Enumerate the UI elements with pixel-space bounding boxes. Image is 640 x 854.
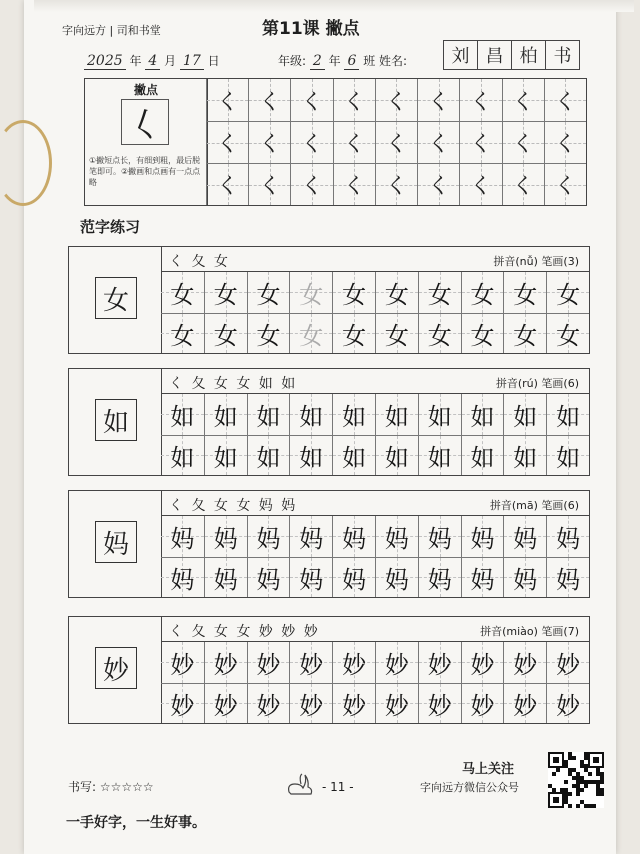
stroke-glyph: く bbox=[216, 89, 239, 115]
grade-row bbox=[278, 52, 407, 69]
practice-cell[interactable] bbox=[332, 642, 375, 683]
stroke-glyph: く bbox=[469, 174, 492, 199]
handwritten-char: 如 bbox=[470, 402, 495, 431]
stroke-practice-cell[interactable] bbox=[290, 79, 332, 121]
stroke-practice-cell[interactable] bbox=[502, 79, 544, 121]
practice-cell[interactable] bbox=[332, 516, 375, 557]
handwritten-char: 女 bbox=[470, 280, 495, 309]
practice-block-miao bbox=[68, 616, 590, 724]
handwritten-char: 女 bbox=[170, 280, 195, 309]
model-char-area bbox=[69, 617, 162, 723]
practice-cell[interactable] bbox=[161, 683, 204, 724]
handwritten-char: 妙 bbox=[213, 691, 238, 720]
practice-cell[interactable] bbox=[503, 516, 546, 557]
practice-grid[interactable] bbox=[161, 271, 589, 353]
practice-cell[interactable] bbox=[461, 272, 504, 313]
stroke-glyph: く bbox=[554, 132, 577, 157]
handwritten-char: 妈 bbox=[170, 524, 195, 553]
practice-cell[interactable] bbox=[332, 435, 375, 476]
stroke-practice-cell[interactable] bbox=[290, 121, 332, 163]
handwritten-char: 妙 bbox=[213, 650, 238, 679]
practice-cell[interactable] bbox=[461, 557, 504, 598]
practice-cell[interactable] bbox=[247, 435, 290, 476]
stroke-glyph: く bbox=[343, 174, 366, 199]
practice-cell[interactable] bbox=[375, 557, 418, 598]
practice-cell[interactable] bbox=[546, 313, 589, 354]
practice-cell[interactable] bbox=[204, 435, 247, 476]
model-char: 妙 bbox=[95, 647, 137, 689]
handwritten-char: 女 bbox=[342, 280, 367, 309]
practice-cell[interactable] bbox=[375, 642, 418, 683]
practice-cell[interactable] bbox=[503, 557, 546, 598]
handwritten-char: 妈 bbox=[256, 524, 281, 553]
class-year-label: 年 bbox=[328, 54, 341, 68]
handwritten-char: 妙 bbox=[384, 691, 409, 720]
handwritten-char: 妈 bbox=[427, 565, 452, 594]
practice-cell[interactable] bbox=[418, 557, 461, 598]
handwritten-char: 女 bbox=[256, 321, 281, 350]
handwritten-char: 女 bbox=[513, 321, 538, 350]
qr-code-icon[interactable] bbox=[548, 752, 604, 808]
handwritten-char: 妙 bbox=[427, 650, 452, 679]
practice-cell[interactable] bbox=[546, 394, 589, 435]
practice-cell[interactable] bbox=[289, 683, 332, 724]
handwritten-char: 女 bbox=[513, 280, 538, 309]
stroke-glyph: く bbox=[469, 89, 492, 115]
practice-cell[interactable] bbox=[247, 394, 290, 435]
handwritten-char: 如 bbox=[342, 402, 367, 431]
handwritten-char: 妈 bbox=[213, 565, 238, 594]
stroke-glyph: く bbox=[512, 89, 535, 115]
practice-cell[interactable] bbox=[461, 394, 504, 435]
practice-cell[interactable] bbox=[161, 313, 204, 354]
handwritten-char: 如 bbox=[427, 443, 452, 472]
stroke-practice-cell[interactable] bbox=[206, 121, 248, 163]
stroke-practice-grid[interactable] bbox=[206, 78, 587, 206]
stroke-glyph: く bbox=[216, 132, 239, 157]
stroke-practice-cell[interactable] bbox=[544, 79, 586, 121]
practice-cell[interactable] bbox=[289, 642, 332, 683]
handwritten-char: 女 bbox=[556, 321, 581, 350]
pinyin-strokes: 拼音(rú) 笔画(6) bbox=[495, 377, 579, 390]
stroke-practice-cell[interactable] bbox=[375, 163, 417, 205]
practice-cell[interactable] bbox=[204, 272, 247, 313]
handwritten-char: 如 bbox=[513, 402, 538, 431]
practice-cell[interactable] bbox=[461, 435, 504, 476]
practice-cell[interactable] bbox=[461, 683, 504, 724]
handwritten-char: 如 bbox=[470, 443, 495, 472]
date-year-label: 年 bbox=[129, 54, 142, 68]
date-row bbox=[84, 52, 220, 69]
practice-cell[interactable] bbox=[204, 313, 247, 354]
stroke-intro-box bbox=[84, 78, 208, 206]
practice-cell[interactable] bbox=[204, 516, 247, 557]
handwritten-char: 妈 bbox=[513, 565, 538, 594]
handwritten-char: 妙 bbox=[170, 650, 195, 679]
name-char[interactable]: 刘 bbox=[443, 40, 478, 70]
handwritten-char: 妈 bbox=[256, 565, 281, 594]
grade-value[interactable]: 2 bbox=[310, 53, 325, 70]
handwritten-char: 妙 bbox=[556, 650, 581, 679]
stroke-glyph: く bbox=[301, 132, 324, 157]
stroke-glyph: く bbox=[385, 132, 408, 157]
practice-cell[interactable] bbox=[546, 642, 589, 683]
practice-cell[interactable] bbox=[418, 313, 461, 354]
handwritten-char: 妈 bbox=[384, 565, 409, 594]
stroke-glyph: く bbox=[258, 89, 281, 115]
stroke-practice-cell[interactable] bbox=[333, 163, 375, 205]
practice-cell[interactable] bbox=[375, 516, 418, 557]
handwritten-char: 如 bbox=[213, 402, 238, 431]
handwritten-char: 女 bbox=[256, 280, 281, 309]
name-char[interactable]: 昌 bbox=[477, 40, 512, 70]
practice-grid[interactable] bbox=[161, 393, 589, 475]
practice-cell[interactable] bbox=[375, 313, 418, 354]
stroke-practice-cell[interactable] bbox=[417, 121, 459, 163]
name-char[interactable]: 书 bbox=[545, 40, 580, 70]
stroke-glyph: く bbox=[301, 174, 324, 199]
practice-cell[interactable] bbox=[332, 313, 375, 354]
handwritten-char: 妙 bbox=[513, 650, 538, 679]
handwritten-char: 女 bbox=[427, 321, 452, 350]
practice-cell[interactable] bbox=[546, 557, 589, 598]
stroke-example: 𡿨 bbox=[121, 99, 169, 145]
pinyin-strokes: 拼音(miào) 笔画(7) bbox=[480, 625, 579, 638]
stroke-glyph: く bbox=[427, 174, 450, 199]
practice-cell[interactable] bbox=[204, 683, 247, 724]
stroke-glyph: く bbox=[343, 89, 366, 115]
page-number: - 11 - bbox=[322, 780, 354, 794]
stroke-practice-cell[interactable] bbox=[544, 121, 586, 163]
practice-cell[interactable] bbox=[461, 642, 504, 683]
stroke-sequence: く 夂 女 bbox=[169, 254, 230, 270]
stroke-practice-cell[interactable] bbox=[375, 79, 417, 121]
handwritten-char: 妈 bbox=[213, 524, 238, 553]
handwritten-char: 妈 bbox=[427, 524, 452, 553]
date-month[interactable]: 4 bbox=[145, 53, 160, 70]
stroke-practice-cell[interactable] bbox=[459, 79, 501, 121]
handwritten-char: 妈 bbox=[299, 565, 324, 594]
writing-rating bbox=[68, 778, 154, 795]
handwritten-char: 女 bbox=[342, 321, 367, 350]
model-char: 妈 bbox=[95, 521, 137, 563]
handwritten-char: 妙 bbox=[342, 650, 367, 679]
handwritten-char: 女 bbox=[427, 280, 452, 309]
practice-cell[interactable] bbox=[247, 272, 290, 313]
pinyin-strokes: 拼音(nǚ) 笔画(3) bbox=[493, 255, 579, 268]
grade-label: 年级: bbox=[278, 54, 307, 68]
model-char-area bbox=[69, 491, 162, 597]
handwritten-char: 妈 bbox=[384, 524, 409, 553]
practice-cell[interactable] bbox=[289, 435, 332, 476]
stroke-glyph: く bbox=[258, 132, 281, 157]
handwritten-char: 如 bbox=[427, 402, 452, 431]
handwritten-char: 如 bbox=[170, 402, 195, 431]
handwritten-char: 如 bbox=[384, 402, 409, 431]
practice-cell[interactable] bbox=[546, 272, 589, 313]
handwritten-char: 如 bbox=[256, 443, 281, 472]
stroke-glyph: く bbox=[385, 89, 408, 115]
handwritten-char: 如 bbox=[256, 402, 281, 431]
practice-cell[interactable] bbox=[503, 272, 546, 313]
handwritten-char: 如 bbox=[556, 443, 581, 472]
practice-cell[interactable] bbox=[332, 394, 375, 435]
stroke-glyph: く bbox=[385, 174, 408, 199]
stroke-practice-cell[interactable] bbox=[417, 79, 459, 121]
worksheet-page bbox=[24, 0, 616, 854]
handwritten-char: 妙 bbox=[384, 650, 409, 679]
model-char-area bbox=[69, 369, 162, 475]
page-top-edge bbox=[34, 0, 634, 12]
handwritten-char: 妙 bbox=[256, 650, 281, 679]
handwritten-char: 女 bbox=[213, 280, 238, 309]
handwritten-char: 妈 bbox=[470, 565, 495, 594]
stroke-glyph: く bbox=[512, 132, 535, 157]
practice-cell[interactable] bbox=[418, 394, 461, 435]
stroke-glyph: く bbox=[512, 174, 535, 199]
stroke-practice-cell[interactable] bbox=[248, 163, 290, 205]
practice-cell[interactable] bbox=[418, 642, 461, 683]
handwritten-char: 妈 bbox=[513, 524, 538, 553]
handwritten-char: 如 bbox=[556, 402, 581, 431]
model-char-area bbox=[69, 247, 162, 353]
handwritten-char: 如 bbox=[299, 402, 324, 431]
model-char: 如 bbox=[95, 399, 137, 441]
practice-cell[interactable] bbox=[546, 516, 589, 557]
student-name-boxes[interactable] bbox=[444, 40, 580, 70]
handwritten-char: 女 bbox=[556, 280, 581, 309]
practice-cell[interactable] bbox=[204, 642, 247, 683]
practice-cell[interactable] bbox=[375, 394, 418, 435]
model-char: 女 bbox=[95, 277, 137, 319]
practice-cell[interactable] bbox=[289, 557, 332, 598]
handwritten-char: 妙 bbox=[256, 691, 281, 720]
stroke-glyph: く bbox=[427, 89, 450, 115]
handwritten-char: 妈 bbox=[342, 565, 367, 594]
follow-title: 马上关注 bbox=[462, 762, 515, 777]
practice-cell[interactable] bbox=[247, 313, 290, 354]
practice-cell[interactable] bbox=[546, 683, 589, 724]
practice-block-ma bbox=[68, 490, 590, 598]
practice-cell[interactable] bbox=[418, 435, 461, 476]
stroke-sequence: く 夂 女 女 妙 妙 妙 bbox=[169, 624, 320, 640]
practice-cell[interactable] bbox=[418, 272, 461, 313]
date-day[interactable]: 17 bbox=[180, 53, 204, 70]
practice-cell[interactable] bbox=[332, 557, 375, 598]
handwritten-char: 妈 bbox=[470, 524, 495, 553]
handwritten-char: 妈 bbox=[556, 565, 581, 594]
handwritten-char: 女 bbox=[299, 321, 324, 350]
handwritten-char: 女 bbox=[170, 321, 195, 350]
pinyin-strokes: 拼音(mā) 笔画(6) bbox=[489, 499, 579, 512]
handwritten-char: 妙 bbox=[299, 691, 324, 720]
class-name-label: 班 姓名: bbox=[363, 54, 408, 68]
practice-block-ru bbox=[68, 368, 590, 476]
stroke-glyph: く bbox=[258, 174, 281, 199]
handwritten-char: 妈 bbox=[556, 524, 581, 553]
practice-cell[interactable] bbox=[289, 313, 332, 354]
writing-label: 书写: bbox=[68, 780, 97, 794]
practice-cell[interactable] bbox=[503, 683, 546, 724]
practice-cell[interactable] bbox=[247, 516, 290, 557]
motto: 一手好字，一生好事。 bbox=[66, 815, 206, 831]
practice-cell[interactable] bbox=[546, 435, 589, 476]
practice-cell[interactable] bbox=[161, 642, 204, 683]
practice-cell[interactable] bbox=[503, 642, 546, 683]
handwritten-char: 如 bbox=[213, 443, 238, 472]
stroke-practice-cell[interactable] bbox=[502, 121, 544, 163]
handwritten-char: 妙 bbox=[470, 691, 495, 720]
rabbit-icon bbox=[283, 772, 317, 798]
stroke-practice-cell[interactable] bbox=[459, 121, 501, 163]
stroke-glyph: く bbox=[216, 174, 239, 199]
stroke-practice-cell[interactable] bbox=[502, 163, 544, 205]
handwritten-char: 妙 bbox=[513, 691, 538, 720]
handwritten-char: 妈 bbox=[170, 565, 195, 594]
binder-ring bbox=[0, 120, 52, 206]
practice-cell[interactable] bbox=[161, 435, 204, 476]
stroke-practice-cell[interactable] bbox=[248, 121, 290, 163]
stroke-practice-cell[interactable] bbox=[375, 121, 417, 163]
practice-cell[interactable] bbox=[161, 394, 204, 435]
stroke-practice-cell[interactable] bbox=[333, 121, 375, 163]
practice-cell[interactable] bbox=[247, 642, 290, 683]
practice-cell[interactable] bbox=[461, 313, 504, 354]
rating-stars[interactable]: ☆☆☆☆☆ bbox=[99, 780, 154, 794]
handwritten-char: 妙 bbox=[170, 691, 195, 720]
stroke-sequence: く 夂 女 女 妈 妈 bbox=[169, 498, 298, 514]
practice-cell[interactable] bbox=[332, 272, 375, 313]
handwritten-char: 妙 bbox=[427, 691, 452, 720]
handwritten-char: 妙 bbox=[556, 691, 581, 720]
practice-cell[interactable] bbox=[503, 394, 546, 435]
handwritten-char: 如 bbox=[384, 443, 409, 472]
stroke-practice-cell[interactable] bbox=[248, 79, 290, 121]
stroke-practice-cell[interactable] bbox=[206, 79, 248, 121]
handwritten-char: 妈 bbox=[342, 524, 367, 553]
practice-cell[interactable] bbox=[161, 516, 204, 557]
handwritten-char: 如 bbox=[170, 443, 195, 472]
name-char[interactable]: 柏 bbox=[511, 40, 546, 70]
handwritten-char: 妙 bbox=[299, 650, 324, 679]
stroke-practice-cell[interactable] bbox=[333, 79, 375, 121]
stroke-title: 撇点 bbox=[133, 83, 158, 97]
practice-cell[interactable] bbox=[161, 557, 204, 598]
stroke-glyph: く bbox=[301, 89, 324, 115]
practice-cell[interactable] bbox=[289, 394, 332, 435]
handwritten-char: 女 bbox=[384, 321, 409, 350]
practice-cell[interactable] bbox=[204, 557, 247, 598]
stroke-practice-cell[interactable] bbox=[417, 163, 459, 205]
handwritten-char: 如 bbox=[299, 443, 324, 472]
stroke-practice-cell[interactable] bbox=[459, 163, 501, 205]
practice-cell[interactable] bbox=[375, 272, 418, 313]
practice-cell[interactable] bbox=[418, 516, 461, 557]
practice-cell[interactable] bbox=[289, 272, 332, 313]
stroke-glyph: く bbox=[554, 174, 577, 199]
practice-cell[interactable] bbox=[503, 313, 546, 354]
handwritten-char: 女 bbox=[470, 321, 495, 350]
stroke-practice-cell[interactable] bbox=[206, 163, 248, 205]
practice-cell[interactable] bbox=[204, 394, 247, 435]
practice-cell[interactable] bbox=[375, 683, 418, 724]
handwritten-char: 妈 bbox=[299, 524, 324, 553]
practice-cell[interactable] bbox=[332, 683, 375, 724]
stroke-glyph: く bbox=[427, 132, 450, 157]
stroke-practice-cell[interactable] bbox=[544, 163, 586, 205]
practice-cell[interactable] bbox=[375, 435, 418, 476]
class-value[interactable]: 6 bbox=[344, 53, 359, 70]
stroke-glyph: く bbox=[469, 132, 492, 157]
brand-logo: 字向远方 | 司和书堂 bbox=[62, 24, 161, 37]
practice-cell[interactable] bbox=[247, 683, 290, 724]
handwritten-char: 女 bbox=[213, 321, 238, 350]
date-day-label: 日 bbox=[207, 54, 220, 68]
practice-cell[interactable] bbox=[461, 516, 504, 557]
practice-block-nv bbox=[68, 246, 590, 354]
practice-grid[interactable] bbox=[161, 641, 589, 723]
stroke-glyph: く bbox=[554, 89, 577, 115]
practice-grid[interactable] bbox=[161, 515, 589, 597]
practice-cell[interactable] bbox=[418, 683, 461, 724]
stroke-practice-cell[interactable] bbox=[290, 163, 332, 205]
practice-cell[interactable] bbox=[161, 272, 204, 313]
handwritten-char: 妙 bbox=[470, 650, 495, 679]
stroke-sequence: く 夂 女 女 如 如 bbox=[169, 376, 298, 392]
stroke-glyph: く bbox=[343, 132, 366, 157]
date-month-label: 月 bbox=[164, 54, 177, 68]
handwritten-char: 女 bbox=[384, 280, 409, 309]
stroke-note: ①撇短点长，有细到粗，最后脱笔即可。②撇画和点画有一点点略 bbox=[89, 156, 201, 187]
section-heading: 范字练习 bbox=[80, 218, 141, 236]
handwritten-char: 妙 bbox=[342, 691, 367, 720]
lesson-title: 第11课 撇点 bbox=[262, 19, 360, 39]
practice-cell[interactable] bbox=[289, 516, 332, 557]
handwritten-char: 如 bbox=[342, 443, 367, 472]
handwritten-char: 如 bbox=[513, 443, 538, 472]
practice-cell[interactable] bbox=[503, 435, 546, 476]
handwritten-char: 女 bbox=[299, 280, 324, 309]
practice-cell[interactable] bbox=[247, 557, 290, 598]
follow-subtitle: 字向远方微信公众号 bbox=[420, 781, 519, 794]
date-year[interactable]: 2025 bbox=[84, 53, 126, 70]
